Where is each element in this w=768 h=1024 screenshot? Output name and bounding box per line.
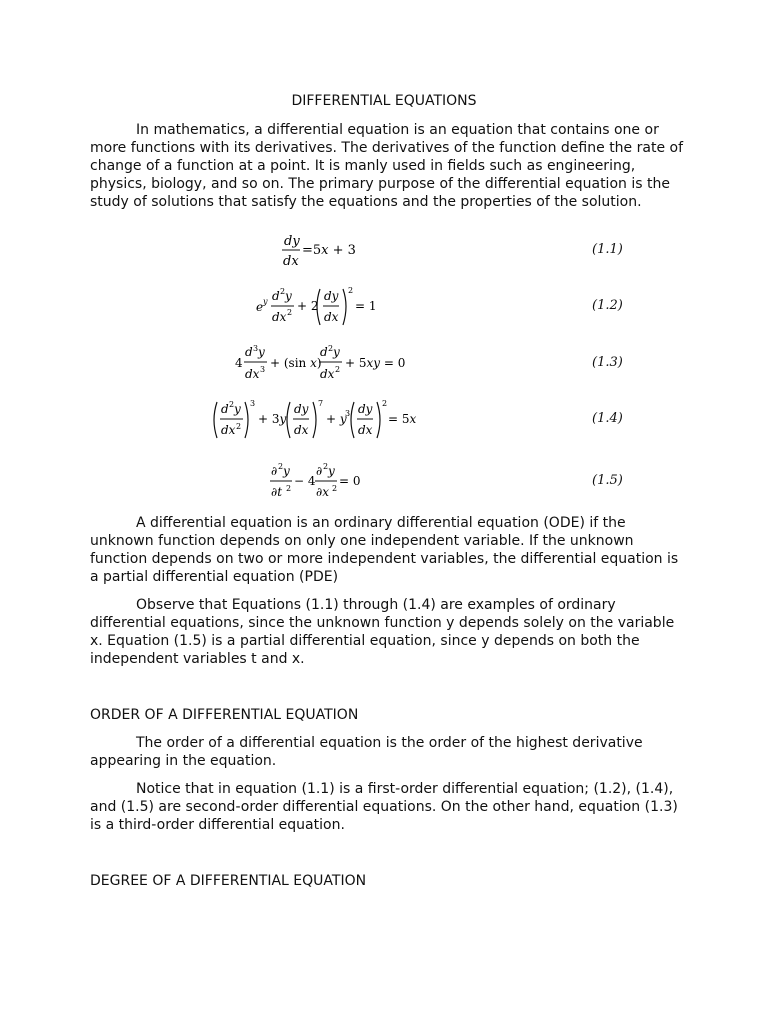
svg-text:3: 3 [345, 409, 351, 418]
svg-text:2: 2 [382, 399, 388, 408]
ode-pde-paragraph: A differential equation is an ordinary differential equation (ODE) if the unknown function depends on only one independent variable. If the unknown function depends on two or more independent variables, the differential equation is a partial differential equation (PDE) [90, 515, 679, 585]
svg-text:dx: dx [320, 367, 335, 381]
svg-text:y: y [234, 402, 241, 416]
svg-text:3: 3 [253, 344, 259, 353]
equation-1-1-formula [276, 230, 366, 270]
order-definition-paragraph: The order of a differential equation is the order of the highest derivative appearing in the equation. [90, 735, 643, 769]
svg-text:dy: dy [284, 234, 300, 249]
svg-text:3: 3 [250, 399, 256, 408]
svg-text:2: 2 [229, 400, 235, 409]
svg-text:2: 2 [348, 286, 354, 295]
svg-text:∂t: ∂t [271, 485, 283, 499]
svg-text:2: 2 [332, 484, 338, 493]
svg-text:y: y [258, 345, 265, 359]
equation-1-2-formula [252, 283, 382, 331]
equation-1-4-formula [208, 396, 423, 444]
svg-text:dy: dy [358, 402, 373, 416]
svg-text:d: d [245, 345, 253, 359]
svg-text:2: 2 [328, 344, 334, 353]
svg-text:=5x + 3: =5x + 3 [302, 243, 356, 258]
svg-text:+ 3y: + 3y [258, 412, 287, 426]
svg-text:2: 2 [278, 462, 284, 471]
equation-1-3 [232, 343, 407, 389]
svg-text:d: d [221, 402, 229, 416]
svg-text:dx: dx [324, 310, 339, 324]
svg-text:3: 3 [260, 365, 266, 374]
svg-text:d: d [272, 289, 280, 303]
svg-text:dx: dx [272, 310, 287, 324]
svg-text:dx: dx [221, 423, 236, 437]
equation-number-1-1: (1.1) [592, 242, 623, 257]
equation-1-5 [266, 460, 376, 506]
svg-text:− 4: − 4 [294, 474, 316, 488]
observe-paragraph: Observe that Equations (1.1) through (1.4) are examples of ordinary differential equations, since the unknown function y depends solely on the variable x. Equation (1.5) is a partial differential equation, since y depends on both the independent variables t and x. [90, 597, 675, 667]
equation-1-5-formula [266, 460, 376, 502]
svg-text:y: y [328, 464, 335, 478]
svg-text:2: 2 [280, 287, 286, 296]
svg-text:dy: dy [324, 289, 339, 303]
svg-text:2: 2 [335, 365, 341, 374]
svg-text:dy: dy [294, 402, 309, 416]
equation-1-3-formula [232, 343, 407, 385]
svg-text:∂x: ∂x [316, 485, 329, 499]
equation-1-4 [208, 396, 423, 448]
svg-text:= 5x: = 5x [388, 412, 417, 426]
svg-text:dx: dx [245, 367, 260, 381]
svg-text:∂: ∂ [316, 464, 323, 478]
equation-number-1-2: (1.2) [592, 298, 623, 313]
degree-heading: DEGREE OF A DIFFERENTIAL EQUATION [90, 873, 367, 889]
svg-text:2: 2 [286, 484, 292, 493]
equation-number-1-3: (1.3) [592, 355, 623, 370]
svg-text:d: d [320, 345, 328, 359]
svg-text:+ (sin x): + (sin x) [270, 356, 322, 370]
svg-text:dx: dx [294, 423, 309, 437]
svg-text:+ 2: + 2 [297, 299, 319, 313]
equation-1-1 [276, 230, 366, 274]
svg-text:dx: dx [358, 423, 373, 437]
svg-text:dx: dx [283, 254, 299, 269]
svg-text:2: 2 [236, 422, 242, 431]
svg-text:y: y [285, 289, 292, 303]
page-title: DIFFERENTIAL EQUATIONS [291, 93, 477, 109]
order-notice-paragraph: Notice that in equation (1.1) is a first-order differential equation; (1.2), (1.4), and (1.5) are second-order differential equations. On the other hand, equation (1.3) is a third-order differential equation. [90, 781, 678, 833]
svg-text:y: y [283, 464, 290, 478]
svg-text:+ 5xy = 0: + 5xy = 0 [345, 356, 406, 370]
svg-text:= 0: = 0 [339, 474, 361, 488]
order-heading: ORDER OF A DIFFERENTIAL EQUATION [90, 707, 359, 723]
equation-1-2 [252, 283, 382, 335]
equation-number-1-5: (1.5) [592, 473, 623, 488]
svg-text:y: y [263, 297, 268, 306]
intro-paragraph: In mathematics, a differential equation is an equation that contains one or more functions with its derivatives. The derivatives of the function define the rate of change of a function at a point. It is manly used in fields such as engineering, physics, biology, and so on. The primary purpose of the differential equation is the study of solutions that satisfy the equations and the properties of the solution. [90, 122, 683, 210]
svg-text:e: e [256, 300, 264, 314]
svg-text:y: y [333, 345, 340, 359]
svg-text:2: 2 [287, 308, 293, 317]
svg-text:= 1: = 1 [355, 299, 377, 313]
svg-text:+ y: + y [326, 412, 347, 426]
equation-number-1-4: (1.4) [592, 411, 623, 426]
svg-text:∂: ∂ [271, 464, 278, 478]
svg-text:2: 2 [323, 462, 329, 471]
svg-text:4: 4 [235, 356, 243, 370]
svg-text:7: 7 [318, 399, 324, 408]
